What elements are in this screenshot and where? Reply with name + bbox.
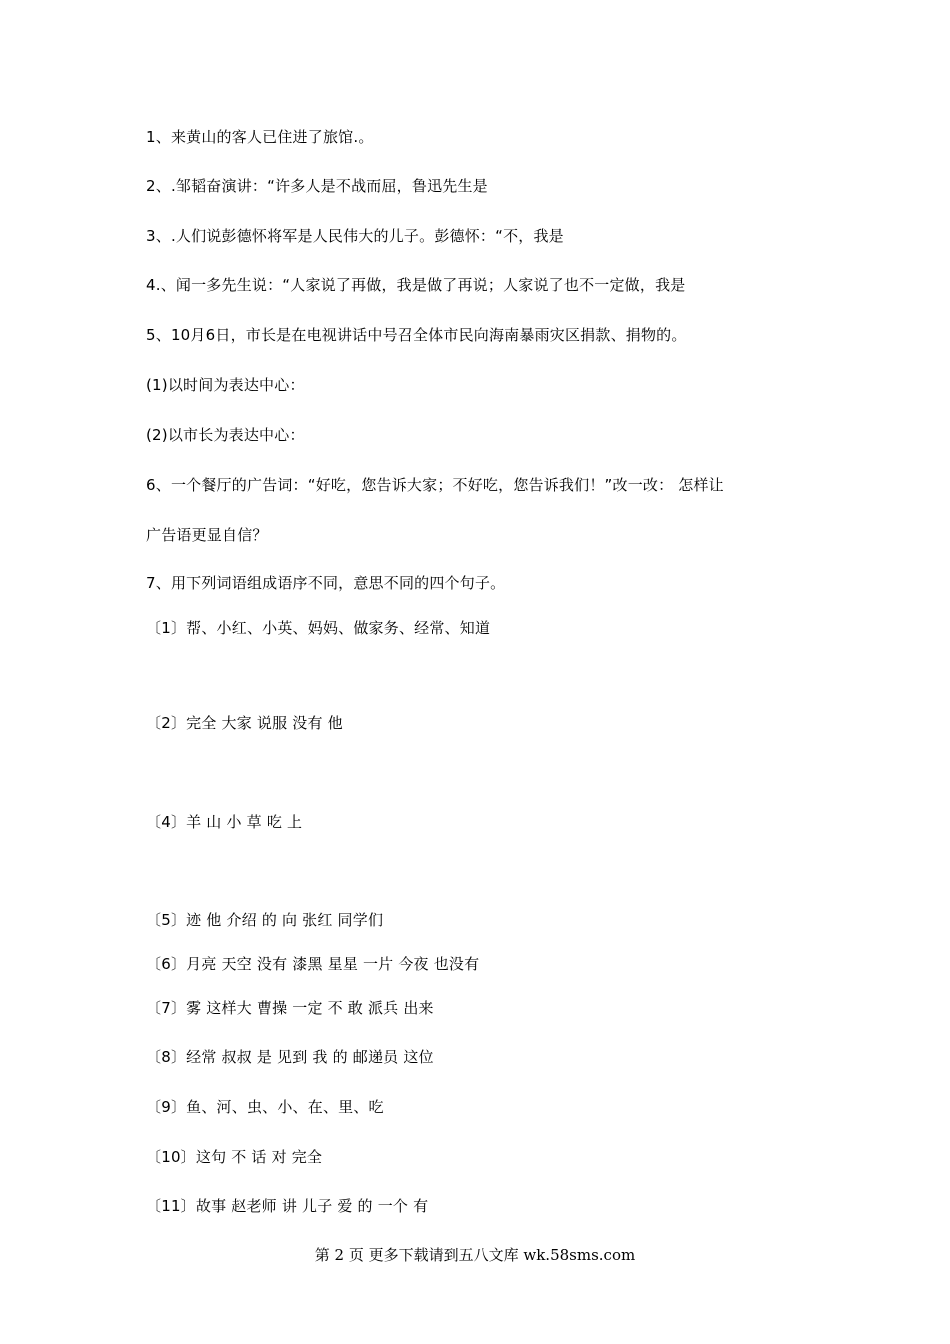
question-7-item-4: 〔4〕羊 山 小 草 吃 上 <box>146 813 303 831</box>
question-7-item-7: 〔7〕雾 这样大 曹操 一定 不 敢 派兵 出来 <box>146 999 434 1017</box>
question-5-part-2: (2)以市长为表达中心： <box>146 426 305 444</box>
question-7-item-11: 〔11〕故事 赵老师 讲 儿子 爱 的 一个 有 <box>146 1197 429 1215</box>
question-7-item-10: 〔10〕这句 不 话 对 完全 <box>146 1148 323 1166</box>
question-7-item-8: 〔8〕经常 叔叔 是 见到 我 的 邮递员 这位 <box>146 1048 434 1066</box>
question-7-item-9: 〔9〕鱼、河、虫、小、在、里、吃 <box>146 1098 384 1116</box>
question-3: 3、.人们说彭德怀将军是人民伟大的儿子。彭德怀：“不，我是 <box>146 227 564 245</box>
question-7-item-6: 〔6〕月亮 天空 没有 漆黑 星星 一片 今夜 也没有 <box>146 955 480 973</box>
page-footer: 第 2 页 更多下载请到五八文库 wk.58sms.com <box>314 1246 636 1264</box>
question-4: 4.、闻一多先生说：“人家说了再做，我是做了再说；人家说了也不一定做，我是 <box>146 276 686 294</box>
question-7-item-1: 〔1〕帮、小红、小英、妈妈、做家务、经常、知道 <box>146 619 491 637</box>
question-7: 7、用下列词语组成语序不同，意思不同的四个句子。 <box>146 574 506 592</box>
question-7-item-5: 〔5〕迹 他 介绍 的 向 张红 同学们 <box>146 911 384 929</box>
question-6: 6、一个餐厅的广告词：“好吃，您告诉大家；不好吃，您告诉我们！”改一改： 怎样让 <box>146 476 724 494</box>
question-6-continued: 广告语更显自信？ <box>146 526 268 544</box>
question-2: 2、.邹韬奋演讲：“许多人是不战而屈，鲁迅先生是 <box>146 177 488 195</box>
question-5: 5、10月6日，市长是在电视讲话中号召全体市民向海南暴雨灾区捐款、捐物的。 <box>146 326 687 344</box>
question-5-part-1: (1)以时间为表达中心： <box>146 376 305 394</box>
question-7-item-2: 〔2〕完全 大家 说服 没有 他 <box>146 714 343 732</box>
question-1: 1、来黄山的客人已住进了旅馆.。 <box>146 128 374 146</box>
